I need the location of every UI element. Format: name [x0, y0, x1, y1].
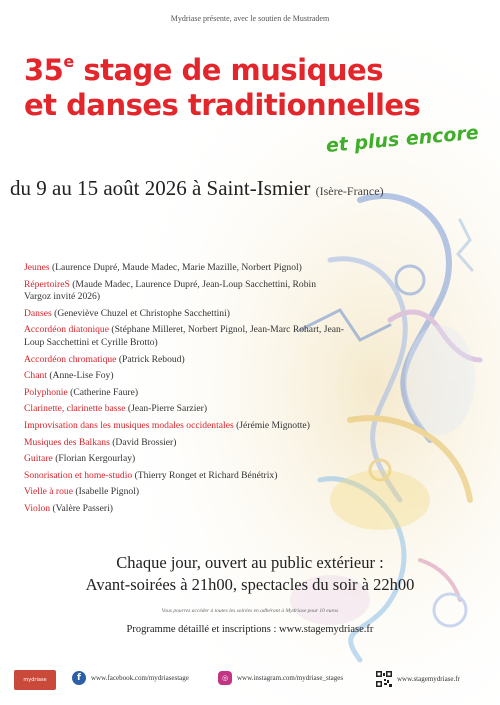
workshop-teachers: (David Brossier) [112, 436, 177, 448]
title-line-1 [24, 44, 494, 88]
workshop-name: Danses [24, 307, 52, 319]
workshop-item [24, 503, 344, 516]
workshop-item [24, 324, 344, 349]
workshop-item [24, 370, 344, 383]
main-title [24, 44, 494, 123]
workshop-teachers: (Catherine Faure) [70, 386, 139, 398]
workshop-name: Jeunes [24, 262, 50, 273]
dates-location: (Isère-France) [315, 184, 384, 198]
workshop-item [24, 486, 344, 499]
workshop-item [24, 387, 344, 400]
mydriase-logo: mydriase [14, 670, 56, 690]
facebook-link[interactable] [72, 671, 189, 685]
workshop-name: Guitare [24, 453, 53, 465]
workshop-name: Vielle à roue [24, 486, 73, 498]
workshop-name: Clarinette, clarinette basse [24, 403, 126, 415]
website-link[interactable] [376, 671, 460, 687]
instagram-link[interactable] [218, 671, 343, 685]
workshop-item [24, 354, 344, 367]
workshop-name: Sonorisation et home-studio [24, 469, 133, 481]
membership-note: Vous pourrez accéder à toutes les soirées en adhérant à Mydriase pour 10 euros [161, 608, 339, 614]
instagram-url: www.instagram.com/mydriase_stages [237, 674, 344, 682]
workshop-teachers: (Florian Kergourlay) [55, 453, 136, 465]
qr-code-icon [376, 671, 392, 687]
website-url: www.stagemydriase.fr [397, 675, 460, 683]
title-line-1-rest: stage de musiques [73, 53, 383, 87]
workshop-name: Polyphonie [24, 386, 68, 398]
workshop-item [24, 420, 344, 433]
program-link[interactable]: Programme détaillé et inscriptions : www.stagemydriase.fr [126, 624, 374, 635]
workshop-name: Violon [24, 502, 51, 514]
footer [0, 662, 500, 702]
workshop-teachers: (Anne-Lise Foy) [49, 370, 114, 382]
workshop-teachers: (Jérémie Mignotte) [236, 419, 310, 431]
public-line-2: Avant-soirées à 21h00, spectacles du soir à 22h00 [85, 575, 415, 594]
workshop-name: Musiques des Balkans [24, 436, 110, 448]
facebook-icon: f [72, 671, 86, 685]
dates-main: du 9 au 15 août 2026 à Saint-Ismier [10, 176, 311, 200]
public-info [0, 552, 500, 596]
workshop-teachers: (Laurence Dupré, Maude Madec, Marie Mazille, Norbert Pignol) [51, 262, 302, 273]
workshop-item [24, 403, 344, 416]
workshop-list [24, 262, 344, 520]
workshop-teachers: (Jean-Pierre Sarzier) [127, 403, 208, 415]
workshop-teachers: (Valère Passeri) [52, 502, 113, 514]
workshop-teachers: (Stéphane Milleret, Norbert Pignol, Jean-Marc Rohart, Jean-Loup Sacchettini et Cyrille Brotto) [24, 324, 344, 348]
workshop-teachers: (Geneviève Chuzel et Christophe Sacchettini) [54, 307, 230, 319]
workshop-name: Chant [24, 370, 47, 382]
workshop-item [24, 279, 344, 304]
public-line-1: Chaque jour, ouvert au public extérieur : [116, 553, 384, 572]
facebook-url: www.facebook.com/mydriasestage [91, 674, 189, 682]
workshop-teachers: (Patrick Reboud) [118, 353, 185, 365]
workshop-item [24, 453, 344, 466]
title-number: 35 [24, 53, 64, 87]
workshop-item [24, 308, 344, 321]
title-line-2: et danses traditionnelles [24, 88, 421, 122]
workshop-name: Accordéon chromatique [24, 353, 117, 365]
event-dates [10, 176, 500, 201]
title-ordinal: e [63, 52, 74, 71]
workshop-name: Accordéon diatonique [24, 324, 109, 336]
workshop-teachers: (Isabelle Pignol) [75, 486, 140, 498]
workshop-teachers: (Thierry Ronget et Richard Bénétrix) [134, 469, 278, 481]
subtitle: et plus encore [325, 121, 480, 157]
workshop-name: Improvisation dans les musiques modales occidentales [24, 419, 234, 431]
instagram-icon: ◎ [218, 671, 232, 685]
workshop-item [24, 470, 344, 483]
workshop-item [24, 437, 344, 450]
workshop-name: RépertoireS [24, 278, 70, 290]
workshop-item [24, 262, 344, 275]
credit-line: Mydriase présente, avec le soutien de Mustradem [170, 14, 330, 23]
workshop-teachers: (Maude Madec, Laurence Dupré, Jean-Loup Sacchettini, Robin Vargoz invité 2026) [24, 278, 316, 303]
